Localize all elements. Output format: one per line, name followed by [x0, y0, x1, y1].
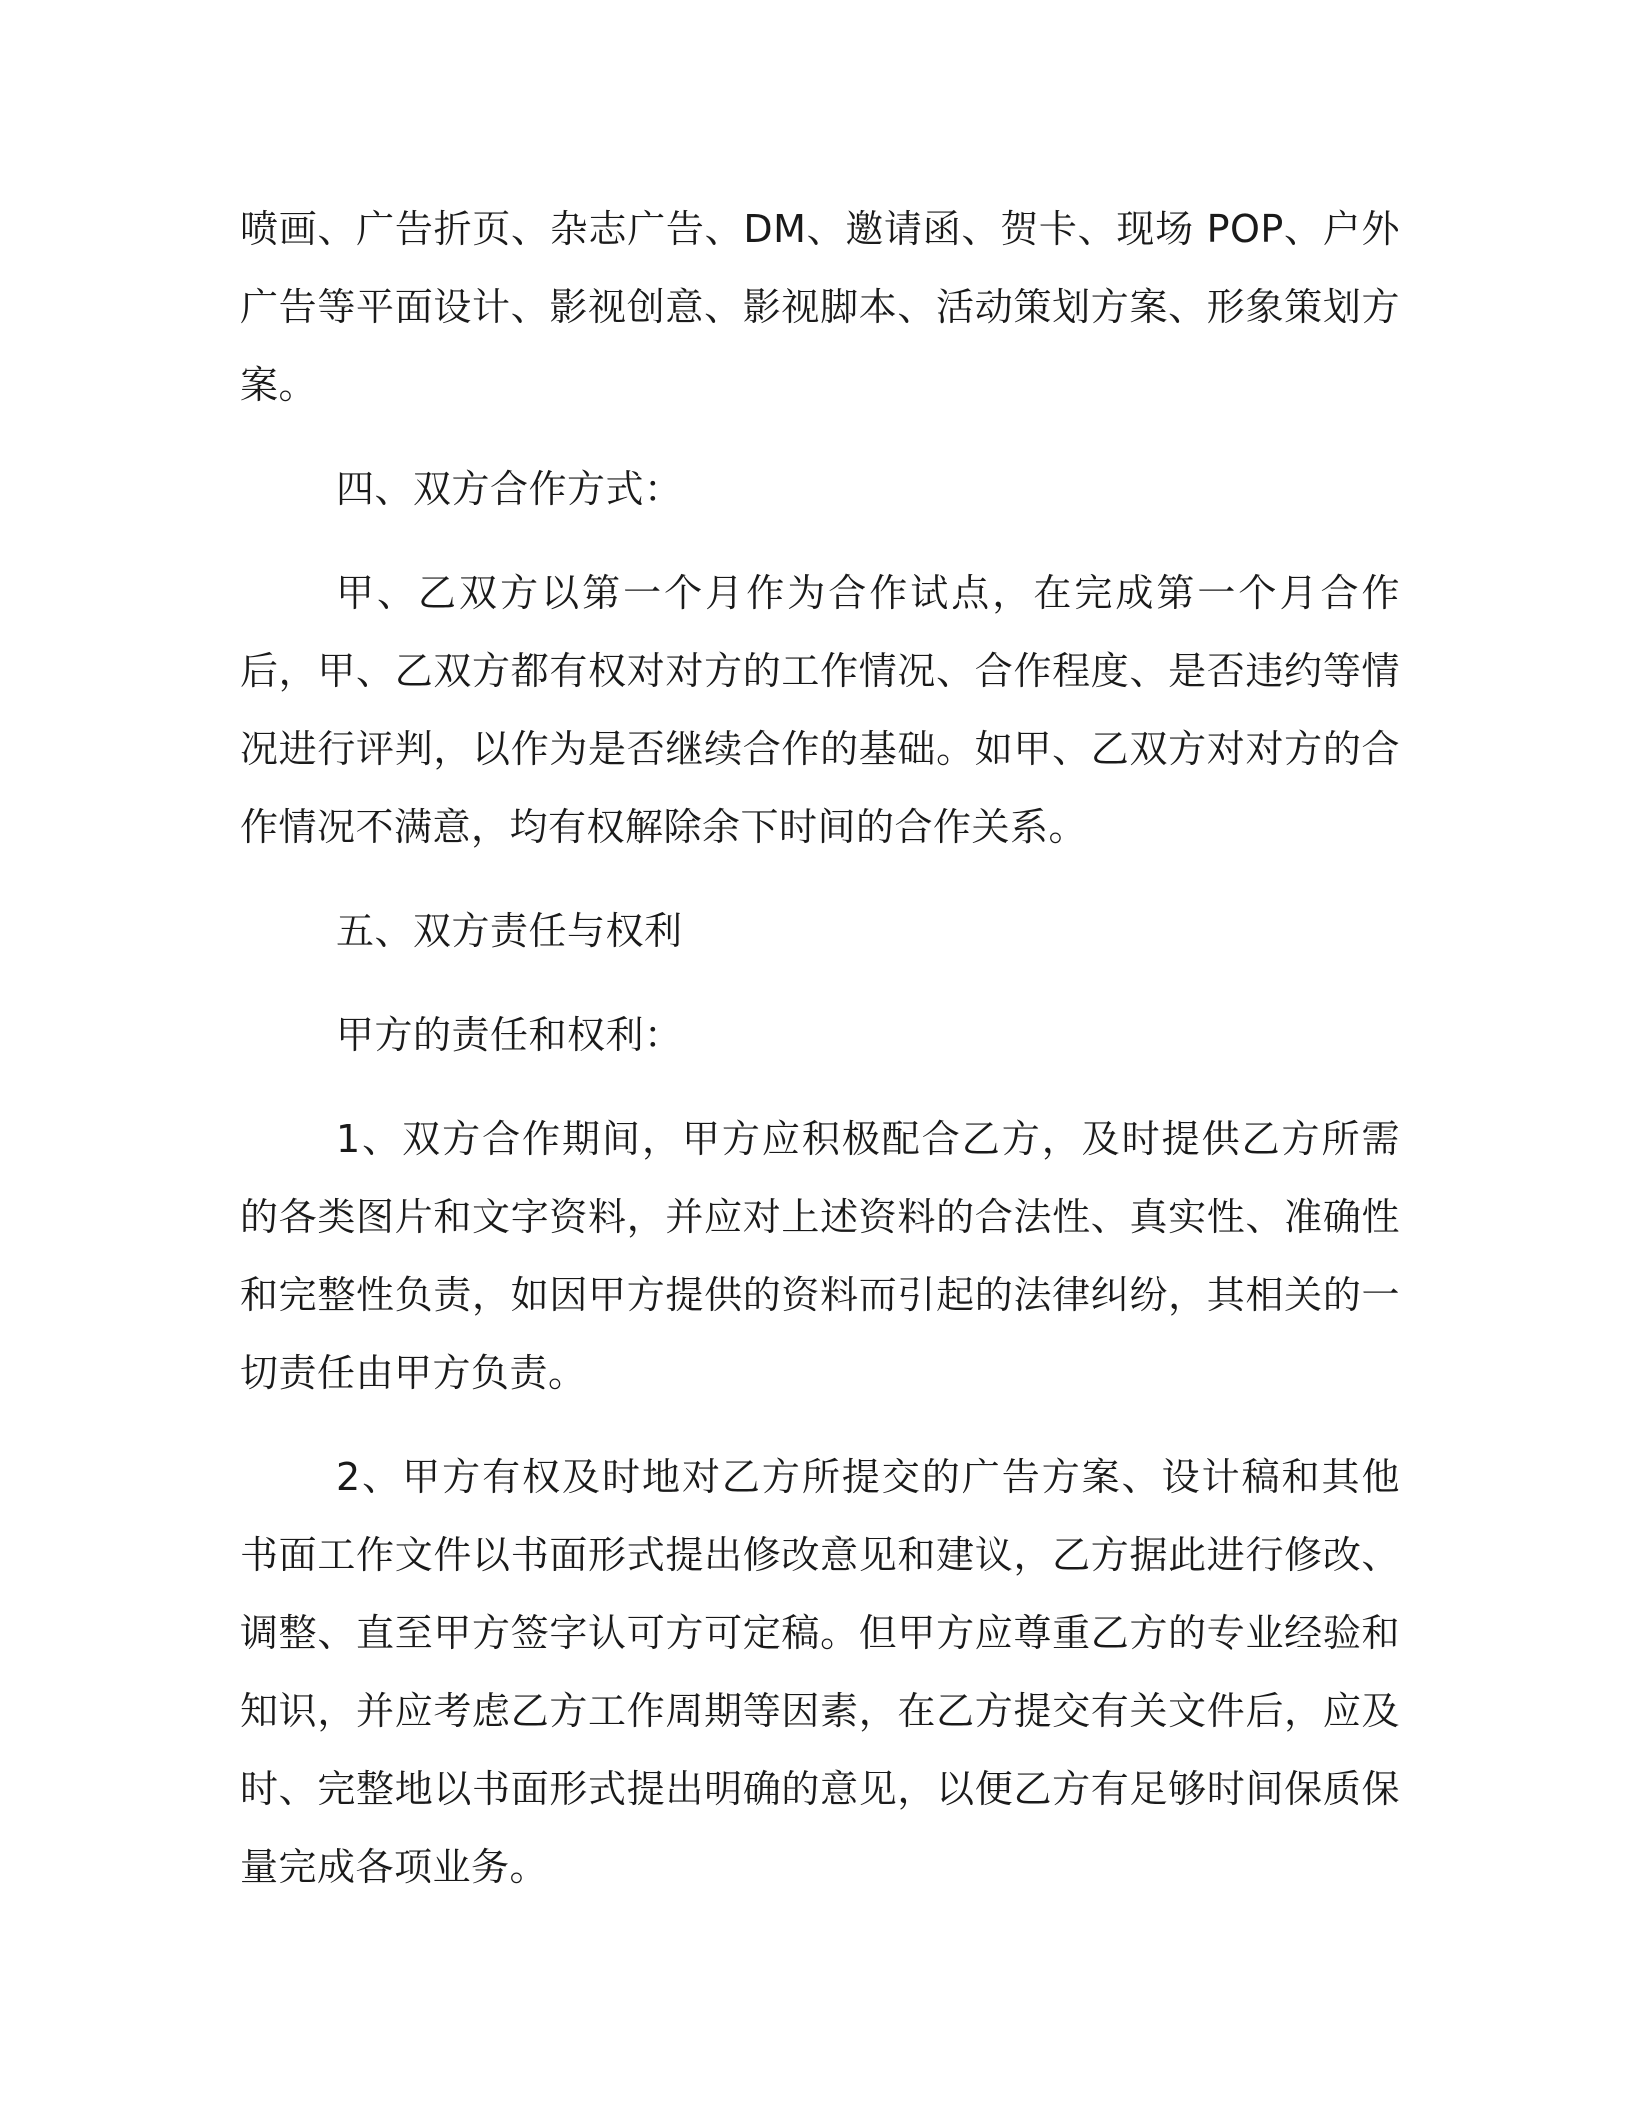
document-body — [240, 190, 1400, 1906]
paragraph-cooperation-method: 甲、乙双方以第一个月作为合作试点，在完成第一个月合作后，甲、乙双方都有权对对方的工作情况、合作程度、是否违约等情况进行评判，以作为是否继续合作的基础。如甲、乙双方对对方的合作情况不满意，均有权解除余下时间的合作关系。 — [240, 571, 1400, 849]
subheading-party-a: 甲方的责任和权利： — [336, 1013, 683, 1057]
paragraph-intro-continuation: 喷画、广告折页、杂志广告、DM、邀请函、贺卡、现场 POP、户外广告等平面设计、影视创意、影视脚本、活动策划方案、形象策划方案。 — [240, 207, 1400, 407]
section-heading-cooperation-method: 四、双方合作方式： — [336, 467, 683, 511]
list-item-1: 1、双方合作期间，甲方应积极配合乙方，及时提供乙方所需的各类图片和文字资料，并应对上述资料的合法性、真实性、准确性和完整性负责，如因甲方提供的资料而引起的法律纠纷，其相关的一切责任由甲方负责。 — [240, 1117, 1400, 1395]
list-item-2: 2、甲方有权及时地对乙方所提交的广告方案、设计稿和其他书面工作文件以书面形式提出修改意见和建议，乙方据此进行修改、调整、直至甲方签字认可方可定稿。但甲方应尊重乙方的专业经验和知识，并应考虑乙方工作周期等因素，在乙方提交有关文件后，应及时、完整地以书面形式提出明确的意见，以便乙方有足够时间保质保量完成各项业务。 — [240, 1455, 1400, 1889]
section-heading-responsibilities: 五、双方责任与权利 — [336, 909, 683, 953]
